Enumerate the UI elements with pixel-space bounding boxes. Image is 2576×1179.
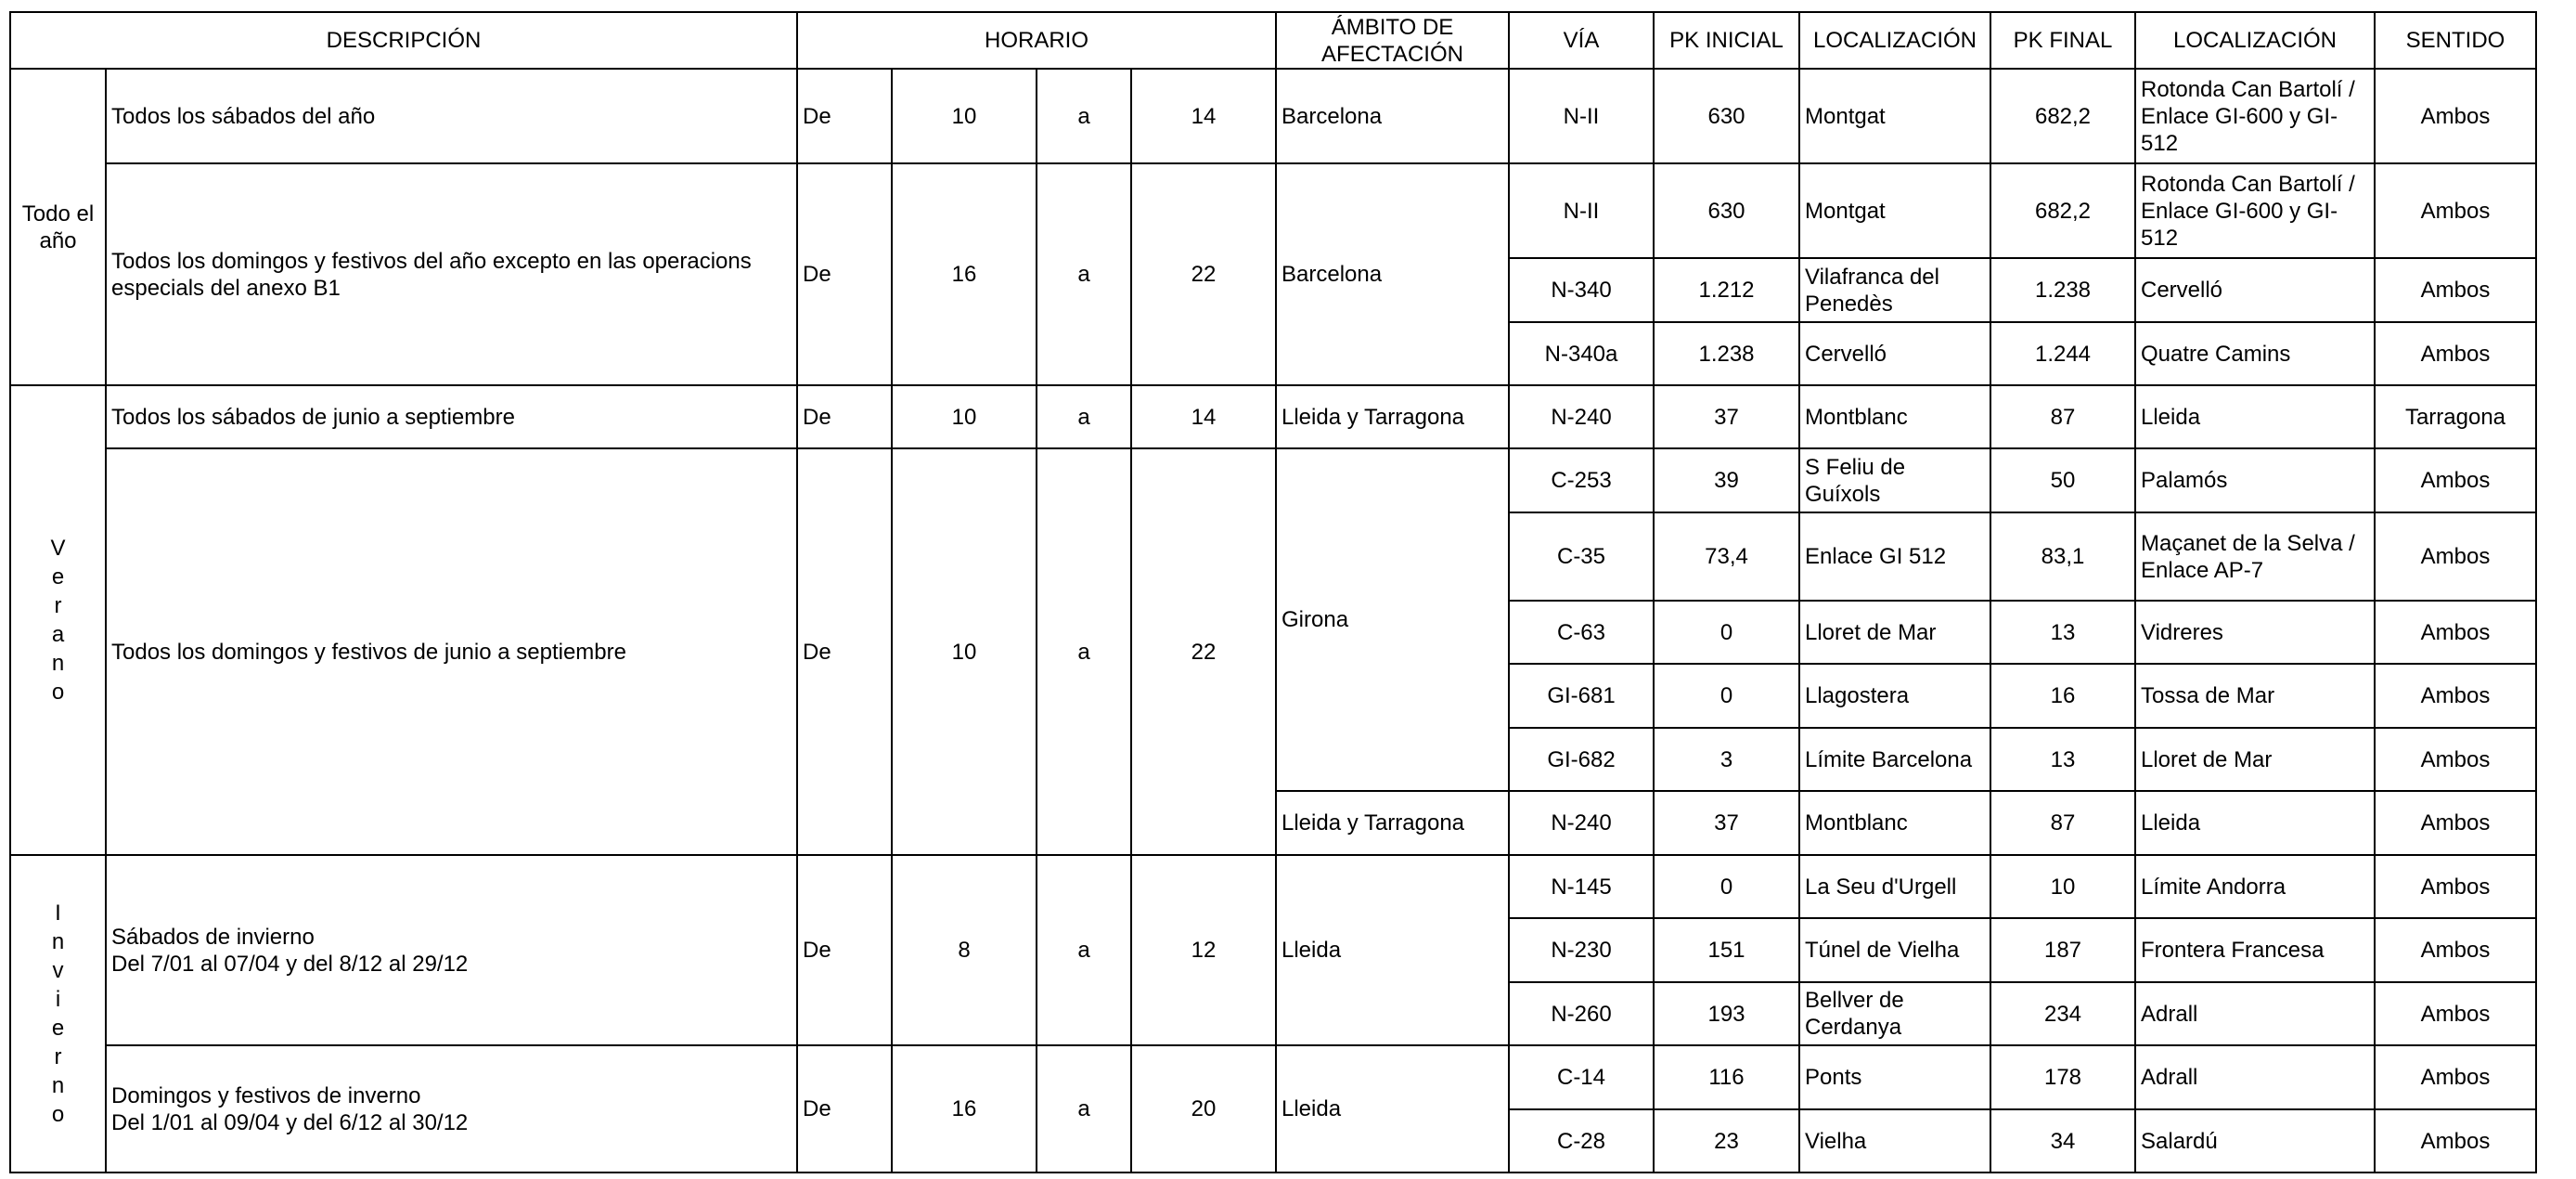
localizacion-inicial-cell: Túnel de Vielha bbox=[1799, 918, 1990, 982]
pk-final-cell: 16 bbox=[1990, 664, 2135, 728]
pk-inicial-cell: 73,4 bbox=[1654, 512, 1799, 601]
period-letter: r bbox=[54, 1044, 62, 1069]
localizacion-inicial-cell: Vielha bbox=[1799, 1109, 1990, 1173]
localizacion-inicial-cell: S Feliu de Guíxols bbox=[1799, 448, 1990, 512]
header-ambito: ÁMBITO DE AFECTACIÓN bbox=[1276, 12, 1509, 69]
localizacion-final-cell: Palamós bbox=[2135, 448, 2375, 512]
sentido-cell: Ambos bbox=[2375, 322, 2536, 385]
sentido-cell: Ambos bbox=[2375, 69, 2536, 163]
pk-final-cell: 87 bbox=[1990, 385, 2135, 448]
pk-final-cell: 13 bbox=[1990, 601, 2135, 664]
schedule-to: 12 bbox=[1131, 855, 1276, 1045]
pk-inicial-cell: 37 bbox=[1654, 791, 1799, 855]
period-letter: n bbox=[51, 651, 65, 676]
pk-inicial-cell: 3 bbox=[1654, 728, 1799, 791]
via-cell: C-35 bbox=[1509, 512, 1654, 601]
period-invierno bbox=[10, 855, 106, 1173]
localizacion-inicial-cell: La Seu d'Urgell bbox=[1799, 855, 1990, 918]
sentido-cell: Ambos bbox=[2375, 918, 2536, 982]
table-row bbox=[10, 448, 2536, 512]
period-todo-el-ano: Todo el año bbox=[10, 69, 106, 385]
schedule-from: 8 bbox=[892, 855, 1037, 1045]
via-cell: C-253 bbox=[1509, 448, 1654, 512]
pk-inicial-cell: 151 bbox=[1654, 918, 1799, 982]
localizacion-inicial-cell: Bellver de Cerdanya bbox=[1799, 982, 1990, 1045]
period-letter: e bbox=[51, 564, 65, 590]
localizacion-final-cell: Vidreres bbox=[2135, 601, 2375, 664]
localizacion-inicial-cell: Enlace GI 512 bbox=[1799, 512, 1990, 601]
sentido-cell: Ambos bbox=[2375, 1109, 2536, 1173]
localizacion-final-cell: Salardú bbox=[2135, 1109, 2375, 1173]
localizacion-final-cell: Frontera Francesa bbox=[2135, 918, 2375, 982]
pk-inicial-cell: 1.212 bbox=[1654, 258, 1799, 322]
sentido-cell: Ambos bbox=[2375, 258, 2536, 322]
pk-inicial-cell: 116 bbox=[1654, 1045, 1799, 1109]
via-cell: C-28 bbox=[1509, 1109, 1654, 1173]
period-verano bbox=[10, 385, 106, 855]
description-cell bbox=[106, 1045, 797, 1173]
pk-inicial-cell: 1.238 bbox=[1654, 322, 1799, 385]
table-row bbox=[10, 69, 2536, 163]
ambito-cell: Barcelona bbox=[1276, 69, 1509, 163]
localizacion-inicial-cell: Montgat bbox=[1799, 163, 1990, 258]
schedule-de: De bbox=[797, 163, 892, 385]
header-sentido: SENTIDO bbox=[2375, 12, 2536, 69]
description-cell bbox=[106, 855, 797, 1045]
schedule-to: 14 bbox=[1131, 69, 1276, 163]
sentido-cell: Ambos bbox=[2375, 982, 2536, 1045]
via-cell: N-340 bbox=[1509, 258, 1654, 322]
pk-final-cell: 682,2 bbox=[1990, 69, 2135, 163]
ambito-cell: Lleida bbox=[1276, 1045, 1509, 1173]
pk-inicial-cell: 39 bbox=[1654, 448, 1799, 512]
localizacion-inicial-cell: Lloret de Mar bbox=[1799, 601, 1990, 664]
header-descripcion: DESCRIPCIÓN bbox=[10, 12, 797, 69]
schedule-to: 14 bbox=[1131, 385, 1276, 448]
schedule-a: a bbox=[1037, 448, 1131, 855]
via-cell: N-240 bbox=[1509, 791, 1654, 855]
schedule-a: a bbox=[1037, 1045, 1131, 1173]
localizacion-inicial-cell: Montblanc bbox=[1799, 791, 1990, 855]
pk-inicial-cell: 37 bbox=[1654, 385, 1799, 448]
description-line: Domingos y festivos de inverno bbox=[111, 1082, 421, 1108]
pk-final-cell: 187 bbox=[1990, 918, 2135, 982]
pk-final-cell: 10 bbox=[1990, 855, 2135, 918]
localizacion-inicial-cell: Vilafranca del Penedès bbox=[1799, 258, 1990, 322]
description-cell: Todos los domingos y festivos del año excepto en las operacions especials del anexo B1 bbox=[106, 163, 797, 385]
localizacion-inicial-cell: Cervelló bbox=[1799, 322, 1990, 385]
description-dates: Del 7/01 al 07/04 y del 8/12 al 29/12 bbox=[111, 951, 469, 977]
via-cell: C-14 bbox=[1509, 1045, 1654, 1109]
sentido-cell: Ambos bbox=[2375, 512, 2536, 601]
schedule-a: a bbox=[1037, 163, 1131, 385]
pk-inicial-cell: 0 bbox=[1654, 855, 1799, 918]
schedule-de: De bbox=[797, 448, 892, 855]
header-localizacion-final: LOCALIZACIÓN bbox=[2135, 12, 2375, 69]
description-dates: Del 1/01 al 09/04 y del 6/12 al 30/12 bbox=[111, 1109, 469, 1135]
header-localizacion-inicial: LOCALIZACIÓN bbox=[1799, 12, 1990, 69]
via-cell: N-340a bbox=[1509, 322, 1654, 385]
period-letter: e bbox=[51, 1016, 65, 1041]
schedule-de: De bbox=[797, 855, 892, 1045]
schedule-a: a bbox=[1037, 69, 1131, 163]
via-cell: GI-681 bbox=[1509, 664, 1654, 728]
schedule-a: a bbox=[1037, 855, 1131, 1045]
schedule-from: 16 bbox=[892, 1045, 1037, 1173]
description-cell: Todos los sábados de junio a septiembre bbox=[106, 385, 797, 448]
localizacion-final-cell: Lleida bbox=[2135, 385, 2375, 448]
pk-final-cell: 1.244 bbox=[1990, 322, 2135, 385]
schedule-from: 10 bbox=[892, 69, 1037, 163]
period-letter: V bbox=[50, 536, 66, 561]
pk-inicial-cell: 630 bbox=[1654, 163, 1799, 258]
sentido-cell: Tarragona bbox=[2375, 385, 2536, 448]
localizacion-final-cell: Tossa de Mar bbox=[2135, 664, 2375, 728]
description-cell: Todos los domingos y festivos de junio a septiembre bbox=[106, 448, 797, 855]
period-letter: r bbox=[54, 593, 62, 618]
ambito-cell: Barcelona bbox=[1276, 163, 1509, 385]
schedule-from: 16 bbox=[892, 163, 1037, 385]
restrictions-table bbox=[9, 11, 2537, 1173]
period-letter: o bbox=[51, 680, 65, 705]
header-via: VÍA bbox=[1509, 12, 1654, 69]
description-cell: Todos los sábados del año bbox=[106, 69, 797, 163]
period-letter: i bbox=[55, 987, 61, 1012]
pk-final-cell: 13 bbox=[1990, 728, 2135, 791]
table-row bbox=[10, 855, 2536, 918]
sentido-cell: Ambos bbox=[2375, 855, 2536, 918]
pk-final-cell: 178 bbox=[1990, 1045, 2135, 1109]
period-letter: I bbox=[55, 900, 61, 926]
header-horario: HORARIO bbox=[797, 12, 1276, 69]
pk-final-cell: 87 bbox=[1990, 791, 2135, 855]
pk-final-cell: 83,1 bbox=[1990, 512, 2135, 601]
via-cell: N-145 bbox=[1509, 855, 1654, 918]
via-cell: N-260 bbox=[1509, 982, 1654, 1045]
schedule-a: a bbox=[1037, 385, 1131, 448]
sentido-cell: Ambos bbox=[2375, 728, 2536, 791]
localizacion-final-cell: Adrall bbox=[2135, 1045, 2375, 1109]
pk-inicial-cell: 0 bbox=[1654, 664, 1799, 728]
pk-final-cell: 34 bbox=[1990, 1109, 2135, 1173]
table-row bbox=[10, 385, 2536, 448]
pk-inicial-cell: 23 bbox=[1654, 1109, 1799, 1173]
period-letter: n bbox=[51, 929, 65, 954]
pk-inicial-cell: 630 bbox=[1654, 69, 1799, 163]
localizacion-inicial-cell: Ponts bbox=[1799, 1045, 1990, 1109]
localizacion-inicial-cell: Llagostera bbox=[1799, 664, 1990, 728]
schedule-from: 10 bbox=[892, 448, 1037, 855]
ambito-cell: Lleida bbox=[1276, 855, 1509, 1045]
localizacion-final-cell: Límite Andorra bbox=[2135, 855, 2375, 918]
schedule-to: 22 bbox=[1131, 448, 1276, 855]
localizacion-final-cell: Lleida bbox=[2135, 791, 2375, 855]
pk-final-cell: 50 bbox=[1990, 448, 2135, 512]
pk-final-cell: 234 bbox=[1990, 982, 2135, 1045]
sentido-cell: Ambos bbox=[2375, 448, 2536, 512]
localizacion-final-cell: Lloret de Mar bbox=[2135, 728, 2375, 791]
ambito-cell: Lleida y Tarragona bbox=[1276, 385, 1509, 448]
pk-final-cell: 1.238 bbox=[1990, 258, 2135, 322]
localizacion-final-cell: Rotonda Can Bartolí / Enlace GI-600 y GI-512 bbox=[2135, 69, 2375, 163]
localizacion-final-cell: Quatre Camins bbox=[2135, 322, 2375, 385]
period-letter: v bbox=[52, 958, 64, 983]
pk-final-cell: 682,2 bbox=[1990, 163, 2135, 258]
schedule-from: 10 bbox=[892, 385, 1037, 448]
schedule-de: De bbox=[797, 69, 892, 163]
via-cell: N-240 bbox=[1509, 385, 1654, 448]
schedule-de: De bbox=[797, 1045, 892, 1173]
localizacion-final-cell: Rotonda Can Bartolí / Enlace GI-600 y GI-512 bbox=[2135, 163, 2375, 258]
sentido-cell: Ambos bbox=[2375, 791, 2536, 855]
localizacion-inicial-cell: Límite Barcelona bbox=[1799, 728, 1990, 791]
ambito-cell: Girona bbox=[1276, 448, 1509, 791]
via-cell: N-II bbox=[1509, 69, 1654, 163]
localizacion-inicial-cell: Montgat bbox=[1799, 69, 1990, 163]
pk-inicial-cell: 193 bbox=[1654, 982, 1799, 1045]
header-pk-final: PK FINAL bbox=[1990, 12, 2135, 69]
period-letter: o bbox=[51, 1102, 65, 1127]
localizacion-final-cell: Maçanet de la Selva / Enlace AP-7 bbox=[2135, 512, 2375, 601]
period-letter: a bbox=[51, 622, 65, 647]
table-row bbox=[10, 1045, 2536, 1109]
localizacion-inicial-cell: Montblanc bbox=[1799, 385, 1990, 448]
localizacion-final-cell: Cervelló bbox=[2135, 258, 2375, 322]
schedule-de: De bbox=[797, 385, 892, 448]
header-pk-inicial: PK INICIAL bbox=[1654, 12, 1799, 69]
schedule-to: 20 bbox=[1131, 1045, 1276, 1173]
pk-inicial-cell: 0 bbox=[1654, 601, 1799, 664]
via-cell: GI-682 bbox=[1509, 728, 1654, 791]
description-line: Sábados de invierno bbox=[111, 924, 315, 950]
via-cell: N-II bbox=[1509, 163, 1654, 258]
localizacion-final-cell: Adrall bbox=[2135, 982, 2375, 1045]
sentido-cell: Ambos bbox=[2375, 664, 2536, 728]
table-row bbox=[10, 163, 2536, 258]
sentido-cell: Ambos bbox=[2375, 601, 2536, 664]
schedule-to: 22 bbox=[1131, 163, 1276, 385]
ambito-cell: Lleida y Tarragona bbox=[1276, 791, 1509, 855]
via-cell: C-63 bbox=[1509, 601, 1654, 664]
sentido-cell: Ambos bbox=[2375, 163, 2536, 258]
sentido-cell: Ambos bbox=[2375, 1045, 2536, 1109]
period-letter: n bbox=[51, 1073, 65, 1098]
via-cell: N-230 bbox=[1509, 918, 1654, 982]
header-row bbox=[10, 12, 2536, 69]
